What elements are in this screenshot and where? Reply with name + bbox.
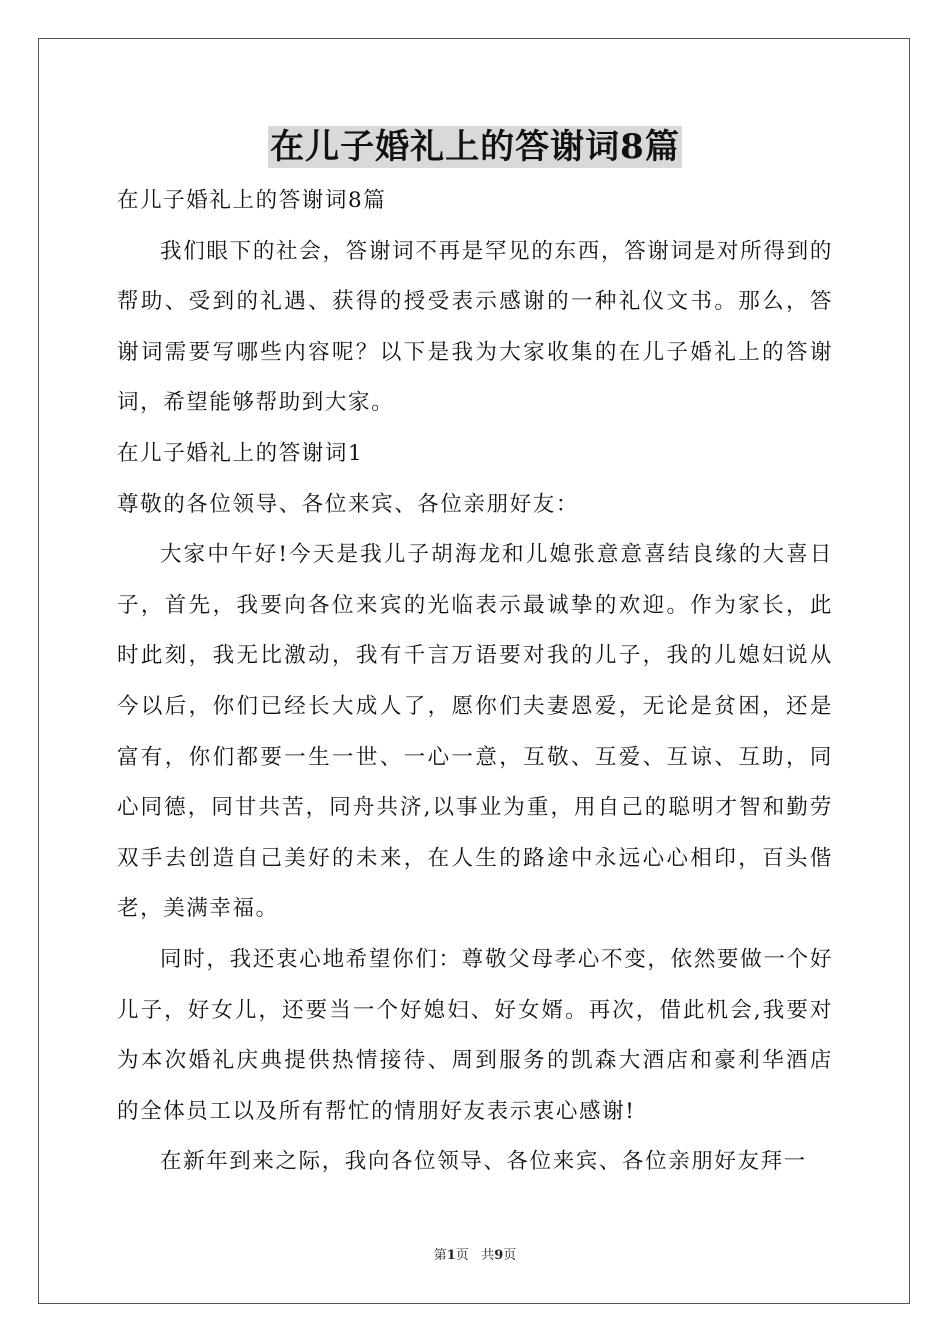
paragraph: 在儿子婚礼上的答谢词8篇: [117, 188, 387, 213]
paragraph: 在儿子婚礼上的答谢词1: [117, 440, 364, 466]
title-block: [0, 126, 950, 168]
paragraph: 我们眼下的社会，答谢词不再是罕见的东西，答谢词是对所得到的帮助、受到的礼遇、获得的授受表示感谢的一种礼仪文书。那么，答谢词需要写哪些内容呢？以下是我为大家收集的在儿子婚礼上的答谢词，希望能够帮助到大家。: [117, 238, 833, 416]
paragraph: 大家中午好!今天是我儿子胡海龙和儿媳张意意喜结良缘的大喜日子，首先，我要向各位来宾的光临表示最诚挚的欢迎。作为家长，此时此刻，我无比激动，我有千言万语要对我的儿子，我的儿媳妇说从今以后，你们已经长大成人了，愿你们夫妻恩爱，无论是贫困，还是富有，你们都要一生一世、一心一意，互敬、互爱、互谅、互助，同心同德，同甘共苦，同舟共济,以事业为重，用自己的聪明才智和勤劳双手去创造自己美好的未来，在人生的路途中永远心心相印，百头偕老，美满幸福。: [117, 542, 833, 922]
paragraph: 在新年到来之际，我向各位领导、各位来宾、各位亲朋好友拜一: [160, 1149, 807, 1175]
total-suffix: 页: [503, 1248, 517, 1263]
total-page-count: 9: [494, 1248, 504, 1263]
total-prefix: 共: [481, 1248, 495, 1263]
document-title: 在儿子婚礼上的答谢词8篇: [270, 127, 680, 167]
paragraph: 同时，我还衷心地希望你们：尊敬父母孝心不变，依然要做一个好儿子，好女儿，还要当一个好媳妇、好女婿。再次，借此机会,我要对为本次婚礼庆典提供热情接待、周到服务的凯森大酒店和豪利华酒店的全体员工以及所有帮忙的情朋好友表示衷心感谢!: [117, 946, 833, 1124]
page-prefix: 第: [433, 1248, 447, 1263]
page-suffix: 页: [455, 1248, 469, 1263]
page-footer: [0, 1244, 950, 1263]
paragraph: 尊敬的各位领导、各位来宾、各位亲朋好友：: [117, 491, 580, 517]
document-body: [117, 176, 833, 1188]
current-page-number: 1: [446, 1248, 456, 1263]
